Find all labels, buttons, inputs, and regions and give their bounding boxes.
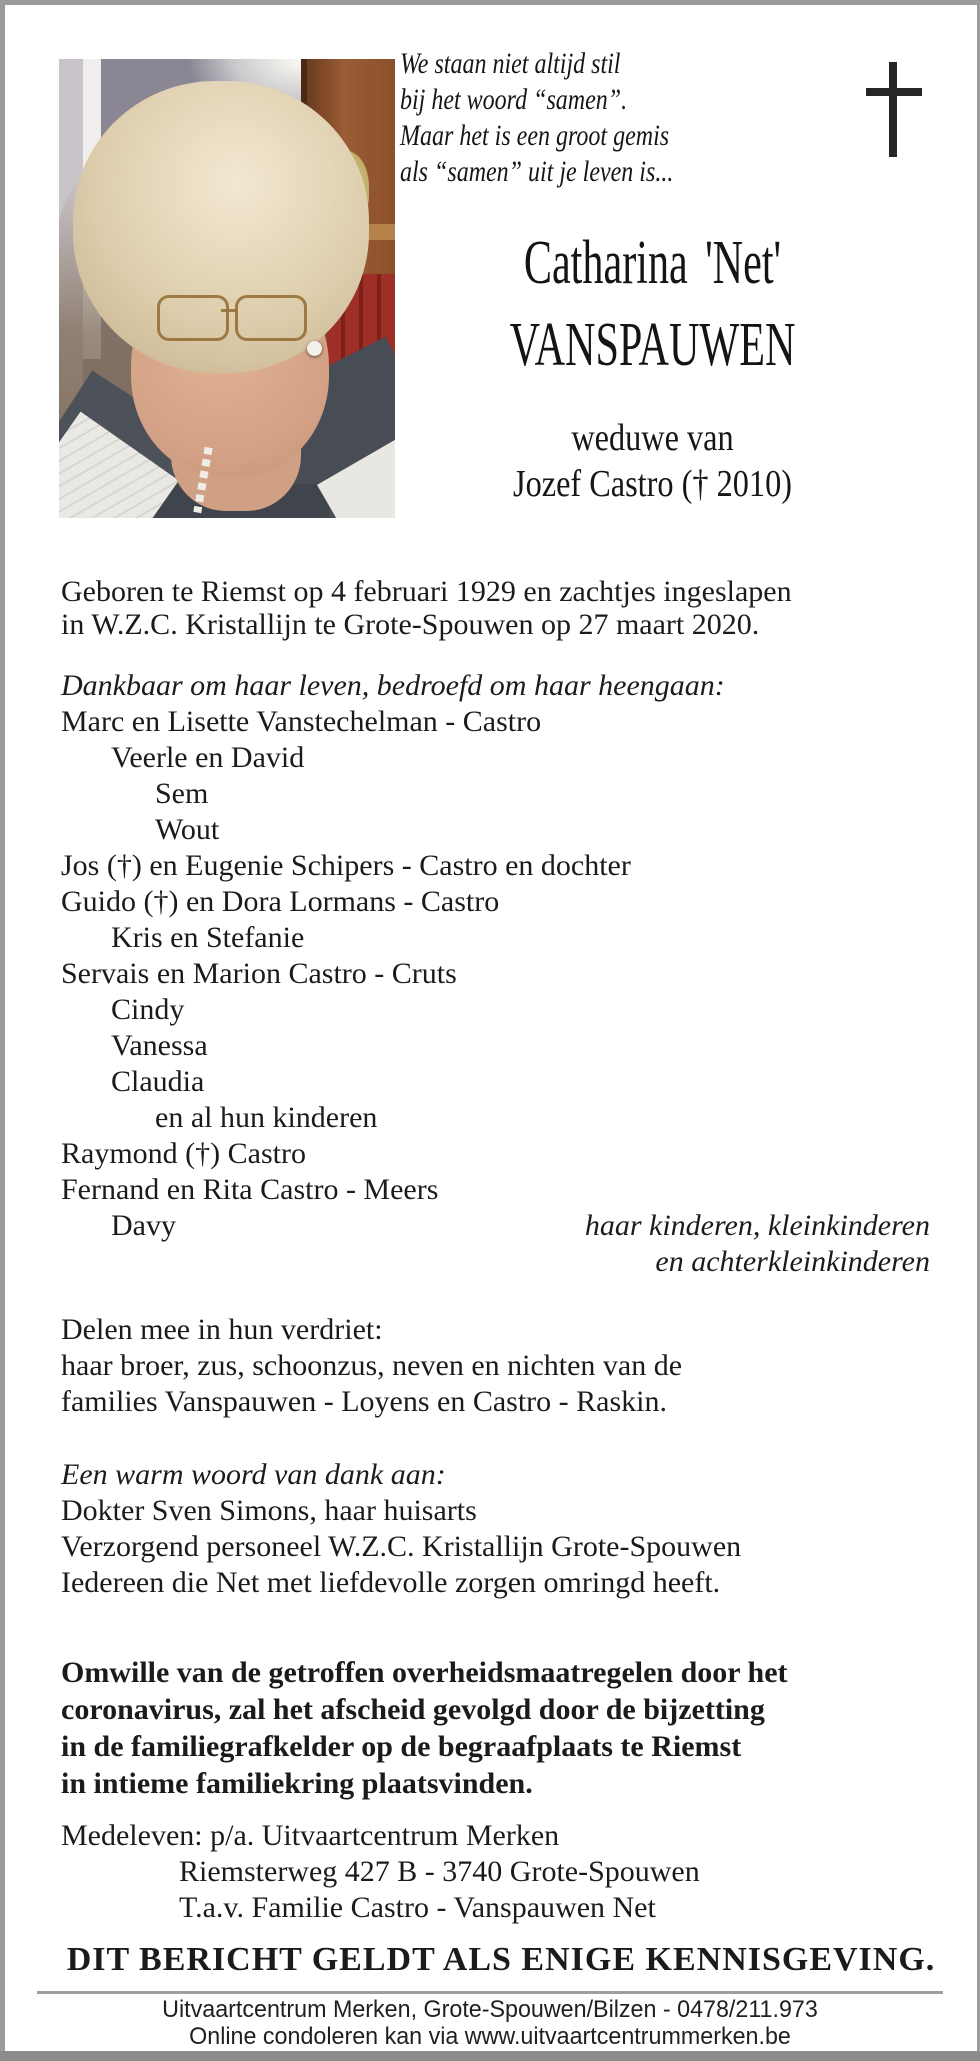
sympathy-line: Delen mee in hun verdriet: (61, 1313, 383, 1346)
widow-of-line: Jozef Castro († 2010) (513, 463, 792, 505)
thanks-line: Dokter Sven Simons, haar huisarts (61, 1494, 477, 1527)
family-member-line: Jos (†) en Eugenie Schipers - Castro en dochter (61, 849, 631, 882)
family-member-line: Claudia (111, 1065, 205, 1098)
opening-poem (400, 46, 673, 190)
condolence-address-paragraph (61, 1818, 941, 1926)
family-member-line: Marc en Lisette Vanstechelman - Castro (61, 705, 542, 738)
deceased-portrait-photo (59, 59, 395, 518)
condolence-address-line: Riemsterweg 427 B - 3740 Grote-Spouwen (179, 1855, 700, 1888)
covid-notice-line: Omwille van de getroffen overheidsmaatregelen door het (61, 1656, 788, 1689)
poem-line: bij het woord “samen”. (400, 83, 628, 116)
footer-divider (37, 1991, 943, 1994)
covid-notice-line: coronavirus, zal het afscheid gevolgd door de bijzetting (61, 1693, 765, 1726)
funeral-home-contact: Uitvaartcentrum Merken, Grote-Spouwen/Bilzen - 0478/211.973 (162, 1996, 818, 2023)
birth-death-line: Geboren te Riemst op 4 februari 1929 en zachtjes ingeslapen (61, 575, 792, 608)
deceased-family-name: VANSPAUWEN (509, 311, 796, 379)
poem-line: We staan niet altijd stil (400, 47, 621, 80)
funeral-home-footer (15, 1996, 966, 2050)
page-border-left (0, 0, 5, 2061)
family-member-line: Raymond (†) Castro (61, 1137, 306, 1170)
deceased-name (477, 222, 827, 386)
birth-death-paragraph (61, 575, 941, 641)
family-member-line: Servais en Marion Castro - Cruts (61, 957, 457, 990)
photo-glasses-left-lens (157, 295, 229, 341)
relatives-note (585, 1208, 930, 1280)
relatives-note-line: haar kinderen, kleinkinderen (584, 1209, 930, 1242)
covid-notice-line: in de familiegrafkelder op de begraafplaats te Riemst (61, 1730, 742, 1763)
family-member-line: Wout (155, 813, 220, 846)
sole-notification-notice: DIT BERICHT GELDT ALS ENIGE KENNISGEVING. (66, 1941, 936, 1978)
condolence-address-line: Medeleven: p/a. Uitvaartcentrum Merken (61, 1819, 560, 1852)
cross-icon (866, 62, 922, 157)
family-member-line: Guido (†) en Dora Lormans - Castro (61, 885, 500, 918)
family-member-line: Veerle en David (111, 741, 305, 774)
covid-notice-line: in intieme familiekring plaatsvinden. (61, 1767, 533, 1800)
page-border-bottom (0, 2051, 980, 2061)
family-list (61, 704, 941, 1244)
condolence-address-line: T.a.v. Familie Castro - Vanspauwen Net (179, 1891, 656, 1924)
thanks-intro: Een warm woord van dank aan: (61, 1458, 446, 1491)
sympathy-line: families Vanspauwen - Loyens en Castro - Raskin. (61, 1385, 667, 1418)
covid-notice-paragraph (61, 1654, 941, 1802)
poem-line: als “samen” uit je leven is... (400, 155, 674, 188)
relatives-note-line: en achterkleinkinderen (655, 1245, 930, 1278)
online-condolence-info: Online condoleren kan via www.uitvaartcentrummerken.be (189, 2023, 791, 2050)
thanks-line: Verzorgend personeel W.Z.C. Kristallijn Grote-Spouwen (61, 1530, 742, 1563)
photo-pearl-earring (307, 341, 322, 356)
deceased-first-names: Catharina 'Net' (523, 229, 782, 297)
family-member-line: Vanessa (111, 1029, 208, 1062)
family-member-line: Fernand en Rita Castro - Meers (61, 1173, 439, 1206)
photo-glasses-right-lens (235, 295, 307, 341)
widow-of (434, 415, 872, 507)
photo-glasses-bridge (221, 309, 237, 312)
family-member-line: Davy (111, 1209, 176, 1242)
thanks-paragraph (61, 1457, 941, 1601)
family-member-line: Sem (155, 777, 209, 810)
poem-line: Maar het is een groot gemis (400, 119, 670, 152)
sympathy-paragraph (61, 1312, 941, 1420)
family-intro: Dankbaar om haar leven, bedroefd om haar heengaan: (61, 669, 725, 702)
family-member-line: Cindy (111, 993, 185, 1026)
sympathy-line: haar broer, zus, schoonzus, neven en nichten van de (61, 1349, 683, 1382)
thanks-line: Iedereen die Net met liefdevolle zorgen omringd heeft. (61, 1566, 721, 1599)
widow-of-line: weduwe van (571, 417, 734, 459)
family-member-line: Kris en Stefanie (111, 921, 305, 954)
family-member-line: en al hun kinderen (155, 1101, 378, 1134)
page-border-top (0, 0, 980, 5)
birth-death-line: in W.Z.C. Kristallijn te Grote-Spouwen op 27 maart 2020. (61, 608, 760, 641)
